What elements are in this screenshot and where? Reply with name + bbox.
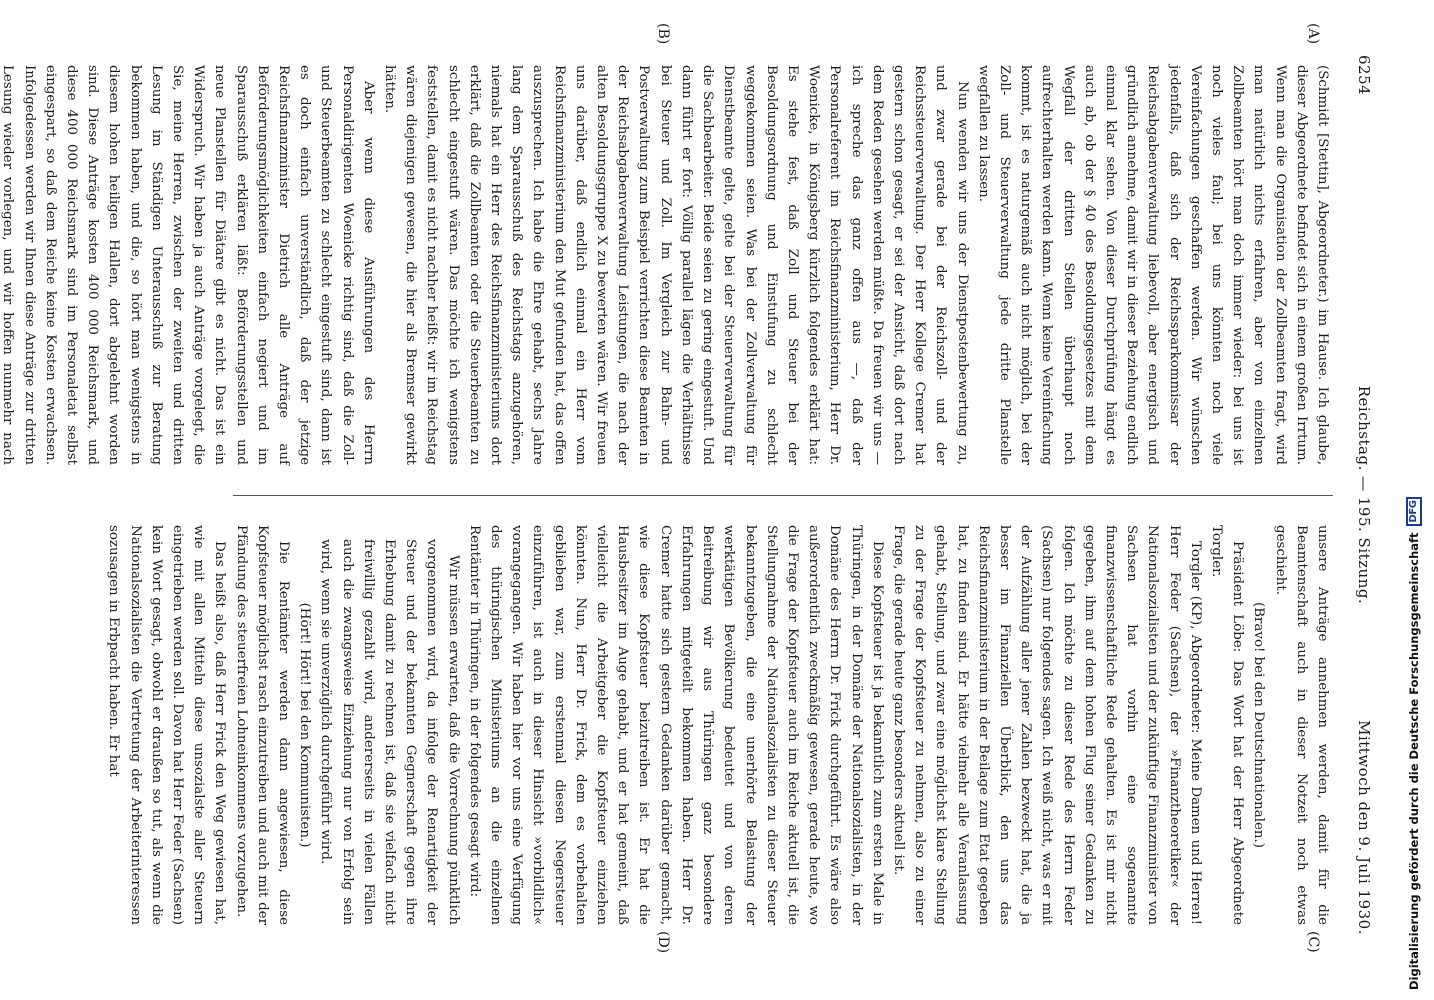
paragraph: Aber wenn diese Ausführungen des Herrn Personaldirigenten Woenicke richtig sind, daß die Zoll- und Steuerbeamten zu schlecht eingestuft sind, dann ist es doch einfach unverständlich, daß der jetzige Reichsfinanzminister Dietrich alle Anträge auf Beförderungsmöglichkeiten einfach negiert und im Sparausschuß erklären läßt: Beförderungsstellen und neue Planstellen für Diätare gibt es nicht. Das ist ein Widerspruch. Wir haben ja auch Anträge vorgelegt, die Sie, meine Herren, zwischen der zweiten und dritten Lesung im Ständigen Unterausschuß zur Beratung bekommen haben, und die, so hört man wenigstens in diesem hohen heiligen Hallen, dort abgelehnt worden sind. Diese Anträge kosten 400 000 Reichsmark, und diese 400 000 Reichsmark sind im Personaletat selbst eingespart, so daß dem Reiche keine Kosten erwachsen. Infolgedessen werden wir Ihnen diese Anträge zur dritten Lesung wieder vorlegen, und wir hoffen nunmehr nach [0, 65, 376, 465]
running-header [1343, 55, 1373, 935]
header-date: Mittwoch den 9. Juli 1930. [1355, 720, 1373, 935]
interjection: (Hört! Hört! bei den Kommunisten.) [297, 602, 313, 848]
right-column [43, 525, 1333, 925]
paragraph: Das heißt also, daß Herr Frick den Weg gewiesen hat, wie mit allen Mitteln diese unsozialste aller Steuern eingetrieben werden soll. Davon hat Herr Feder (Sachsen) kein Wort gesagt, obwohl er draußen so tut, als wenn die Nationalsozialisten die Vertretung der Arbeiterinteressen sozusagen in Erbpacht haben. Er hat [106, 525, 228, 925]
paragraph: Die Rentämter werden dann angewiesen, diese Kopfsteuer möglichst rasch einzutreiben und auch mit der Pfändung des steuerfreien Lohneinkommens vorzugehen. [233, 525, 292, 925]
quotation: Wir müssen erwarten, daß die Vorrechnung pünktlich vorgenommen wird, da infolge der Renartigkeit der Steuer und der bekannten Gegnerschaft gegen ihre Erhebung damit zu rechnen ist, daß sie vielfach nicht freiwillig gezahlt wird, andererseits in vielen Fällen auch die zwangsweise Einziehung nur von Erfolg sein wird, wenn sie unverzüglich durchgeführt wird. [318, 539, 461, 925]
margin-marker-d: (D) [655, 931, 671, 954]
digitization-credit [1402, 10, 1426, 990]
paragraph: Torgler (KP), Abgeordneter: Meine Damen und Herren! Herr Feder (Sachsen), der »Finanztheoretiker« der Nationalsozialisten und der zukünftige Finanzminister von Sachsen hat vorhin eine sogenannte finanzwissenschaftliche Rede gehalten. Es ist mir nicht gegeben, ihm auf dem hohen Flug seiner Gedanken zu folgen. Ich möchte zu dieser Rede des Herrn Feder (Sachsen) nur folgendes sagen. Ich weiß nicht, was er mit der Aufzählung aller jener Zahlen bezweckt hat, die ja besser im Finanziellen Überblick, den uns das Reichsfinanzministerium in der Beilage zum Etat gegeben hat, zu finden sind. Er hätte vielmehr alle Veranlassung gehabt, Stellung, und zwar eine möglichst klare Stellung zu der Frage der Kopfsteuer zu nehmen, also zu einer Frage, die gerade heute ganz besonders aktuell ist. [890, 525, 1203, 925]
paragraph: Diese Kopfsteuer ist ja bekanntlich zum ersten Male in Thüringen, in der Domäne der Nationalsozialisten, in der Domäne des Herrn Dr. Frick durchgeführt. Es wäre also außerordentlich zweckmäßig gewesen, gerade heute, wo die Frage der Kopfsteuer auch im Reiche aktuell ist, die Stellungnahme der Nationalsozialisten zu dieser Steuer bekanntzugeben, die eine unerhörte Belastung der werktätigen Bevölkerung bedeutet und von deren Beitreibung wir aus Thüringen ganz besondere Erfahrungen mitgeteilt bekommen haben. Herr Dr. Cremer hatte sich gestern Gedanken darüber gemacht, wie diese Kopfsteuer beizutreiben ist. Er hat die Hausbesitzer im Auge gehabt, und er hat gemeint, daß vielleicht die Arbeitgeber die Kopfsteuer einziehen könnten. Nun, Herr Dr. Frick, dem es vorbehalten geblieben war, zum erstenmal diesen Negersteuer einzuführen, ist auch in dieser Hinsicht »vorbildlich« vorangegangen. Wir haben hier vor uns eine Verfügung des thüringischen Ministeriums an die einzelnen Rentämter in Thüringen, in der folgendes gesagt wird: [466, 525, 885, 925]
header-title: Reichstag. — 195. Sitzung. [1355, 385, 1373, 605]
page-number: 6254 [1355, 55, 1373, 96]
left-column [0, 65, 1333, 465]
paragraph: unsere Anträge annehmen werden, damit für die Beamtenschaft auch in dieser Notzeit noch etwas geschieht. [1272, 525, 1330, 925]
paragraph: (Schmidt [Stettin], Abgeordneter.) im Hause. Ich glaube, dieser Abgeordnete befindet sich in einem großen Irrtum. Wenn man die Organisation der Zollbeamten fragt, wird man natürlich nichts erfahren, aber von einzelnen Zollbeamten hört man doch immer wieder: bei uns ist noch vieles faul; bei uns könnten noch viele Vereinfachungen geschaffen werden. Wir wünschen jedenfalls, daß sich der Reichssparkommissar der Reichsabgabenverwaltung liebevoll, aber energisch und gründlich annehme, damit wir in dieser Beziehung endlich einmal klar sehen. Von dieser Durchprüfung hängt es auch ab, ob der § 40 des Besoldungsgesetzes mit dem Wegfall der dritten Stellen überhaupt noch aufrechterhalten werden kann. Wenn keine Vereinfachung kommt, ist es naturgemäß auch nicht möglich, bei der Zoll- und Steuerverwaltung jede dritte Planstelle wegfallen zu lassen. [975, 65, 1330, 465]
column-divider [233, 495, 1333, 496]
speaker-intro: Präsident Löbe: Das Wort hat der Herr Abgeordnete Torgler. [1208, 525, 1246, 925]
dfg-logo: DFG [1406, 497, 1422, 527]
margin-marker-a: (A) [1305, 23, 1321, 45]
paragraph: Nun wenden wir uns der Dienstpostenbewertung zu, und zwar gerade bei der Reichszoll- und der Reichssteuerverwaltung. Der Herr Kollege Cremer hat gestern schon gesagt, er sei der Ansicht, daß dort nach dem Reden gesehen werden müßte. Da freuen wir uns — ich spreche das ganz offen aus —, daß der Personalreferent im Reichsfinanzministerium, Herr Dr. Woenicke, in Königsberg kürzlich folgendes erklärt hat: Es stehe fest, daß Zoll und Steuer bei der Besoldungsordnung und Einstufung zu schlecht weggekommen seien. Was bei der Zollverwaltung für Dienstbeamte gelte, gelte bei der Steuerverwaltung für die Sachbearbeiter. Beide seien zu gering eingestuft. Und dann führt er fort: Völlig parallel lägen die Verhältnisse bei Steuer und Zoll. Im Vergleich zur Bahn- und Postverwaltung zum Beispiel verrichten diese Beamten in der Reichsabgabenverwaltung Leistungen, die nach der alten Besoldungsgruppe X zu bewerten wären. Wir freuen uns darüber, daß endlich einmal ein Herr vom Reichsfinanzministerium den Mut gefunden hat, das offen auszusprechen. Ich habe die Ehre gehabt, sechs Jahre lang dem Sparausschuß des Reichstags anzugehören, niemals hat ein Herr des Reichsfinanzministeriums dort erklärt, daß die Zollbeamten oder die Steuerbeamten zu schlecht eingestuft wären. Das möchte ich wenigstens feststellen, damit es nicht nachher heißt: wir im Reichstag wären diejenigen gewesen, die hier als Bremser gewirkt hätten. [382, 65, 970, 465]
rotated-document-page [0, 23, 1373, 954]
credit-text: Digitalisierung gefördert durch die Deutsche Forschungsgemeinschaft [1407, 532, 1421, 990]
margin-marker-b: (B) [655, 23, 671, 45]
interjection: (Bravo! bei den Deutschnationalen.) [1251, 601, 1267, 849]
margin-marker-c: (C) [1305, 931, 1321, 953]
